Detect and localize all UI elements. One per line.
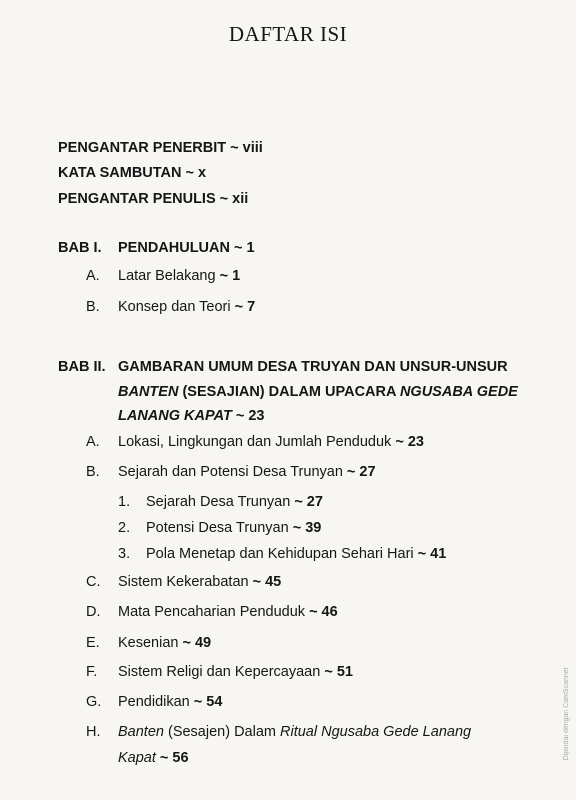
bab1-label: BAB I.: [58, 240, 102, 256]
toc-entry-sejarah-desa[interactable]: [146, 492, 323, 512]
toc-entry-pengantar-penerbit[interactable]: PENGANTAR PENERBIT ~ viii: [58, 140, 263, 156]
toc-entry-mata-pencaharian[interactable]: [118, 602, 338, 622]
toc-entry-sistem-religi[interactable]: [118, 662, 353, 682]
entry-text: Lokasi, Lingkungan dan Jumlah Penduduk: [118, 434, 392, 450]
page-number: ~ 54: [193, 694, 223, 710]
bab2-title-line2[interactable]: [118, 382, 518, 402]
page-number: ~ 39: [292, 520, 322, 536]
entry-italic-text: Kapat: [118, 750, 156, 766]
bab2-title-line3[interactable]: [118, 406, 265, 426]
entry-text: Sistem Religi dan Kepercayaan: [118, 664, 321, 680]
sub-item-number: 2.: [118, 520, 131, 536]
toc-entry-konsep-dan-teori[interactable]: [118, 297, 255, 317]
toc-entry-kata-sambutan[interactable]: KATA SAMBUTAN ~ x: [58, 165, 207, 181]
scanner-watermark: Dipindai dengan CamScanner: [563, 666, 570, 760]
bab2-item-letter: D.: [86, 604, 101, 620]
bab2-item-letter: B.: [86, 464, 100, 480]
page-title: DAFTAR ISI: [228, 22, 348, 46]
entry-text: Potensi Desa Trunyan: [146, 520, 289, 536]
page-number: ~ 23: [395, 434, 424, 450]
entry-text: Pendidikan: [118, 694, 190, 710]
entry-italic-text: Banten: [118, 724, 164, 740]
bab2-label: BAB II.: [58, 359, 106, 375]
entry-text: Sejarah dan Potensi Desa Trunyan: [118, 464, 347, 480]
page-number: ~ 7: [234, 299, 256, 315]
entry-text: (Sesajen) Dalam: [163, 724, 281, 740]
toc-entry-pengantar-penulis[interactable]: PENGANTAR PENULIS ~ xii: [58, 191, 249, 207]
entry-text: Kesenian: [118, 635, 179, 651]
page-number: ~ 45: [252, 574, 282, 590]
toc-entry-banten-line2[interactable]: [118, 748, 189, 768]
bab2-item-letter: H.: [86, 724, 101, 740]
toc-entry-sejarah-potensi[interactable]: [118, 462, 376, 482]
page-number: ~ 51: [324, 664, 353, 680]
entry-italic-text: Ritual Ngusaba Gede Lanang: [280, 724, 472, 740]
page-number: ~ 27: [294, 494, 323, 510]
title-italic-text: LANANG KAPAT: [118, 408, 232, 424]
toc-entry-lokasi[interactable]: [118, 432, 424, 452]
bab2-title-line1[interactable]: GAMBARAN UMUM DESA TRUYAN DAN UNSUR-UNSUR: [118, 359, 508, 375]
title-italic-text: NGUSABA GEDE: [399, 384, 518, 400]
entry-text: Mata Pencaharian Penduduk: [118, 604, 306, 620]
page-number: ~ 56: [155, 750, 189, 766]
bab2-item-letter: C.: [86, 574, 101, 590]
bab1-item-letter: A.: [86, 268, 100, 284]
toc-entry-sistem-kekerabatan[interactable]: [118, 572, 281, 592]
page-number: ~ 27: [346, 464, 376, 480]
bab1-title[interactable]: PENDAHULUAN ~ 1: [118, 240, 255, 256]
page-number: ~ 46: [309, 604, 338, 620]
entry-text: Sistem Kekerabatan: [118, 574, 249, 590]
toc-entry-pola-menetap[interactable]: [146, 544, 446, 564]
entry-text: Sejarah Desa Trunyan: [146, 494, 291, 510]
bab2-item-letter: E.: [86, 635, 100, 651]
toc-entry-pendidikan[interactable]: [118, 692, 222, 712]
toc-entry-kesenian[interactable]: [118, 633, 211, 653]
bab2-item-letter: G.: [86, 694, 102, 710]
sub-item-number: 3.: [118, 546, 131, 562]
page-number: ~ 23: [231, 408, 265, 424]
page-number: ~ 41: [417, 546, 447, 562]
bab1-item-letter: B.: [86, 299, 100, 315]
page-number: ~ 49: [182, 635, 212, 651]
toc-entry-banten-line1[interactable]: [118, 722, 471, 742]
toc-entry-latar-belakang[interactable]: [118, 266, 240, 286]
title-italic-text: BANTEN: [118, 384, 179, 400]
bab2-item-letter: F.: [86, 664, 98, 680]
bab2-item-letter: A.: [86, 434, 100, 450]
page-number: ~ 1: [219, 268, 241, 284]
title-text: (SESAJIAN) DALAM UPACARA: [178, 384, 400, 400]
entry-text: Konsep dan Teori: [118, 299, 231, 315]
toc-entry-potensi-desa[interactable]: [146, 518, 321, 538]
sub-item-number: 1.: [118, 494, 131, 510]
entry-text: Latar Belakang: [118, 268, 216, 284]
entry-text: Pola Menetap dan Kehidupan Sehari Hari: [146, 546, 414, 562]
